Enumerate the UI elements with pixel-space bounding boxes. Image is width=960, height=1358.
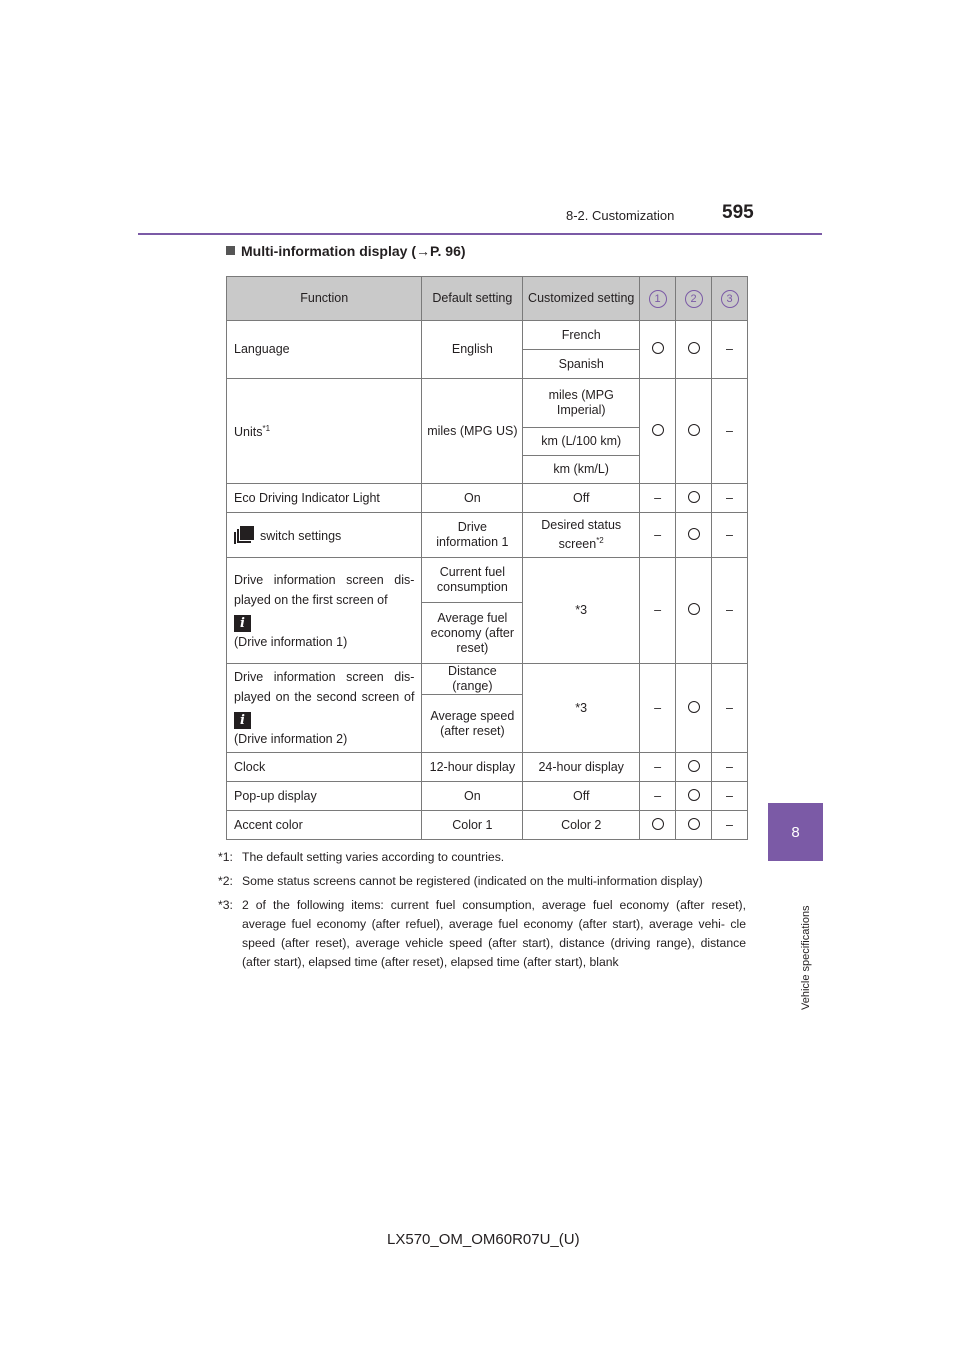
section-title-text: Multi-information display (→P. 96) <box>241 243 466 259</box>
cell-mark-2 <box>676 484 712 513</box>
cell-default: Drive information 1 <box>422 513 523 558</box>
header-function: Function <box>227 277 422 321</box>
footnote <box>218 872 746 891</box>
circled-number-1: 1 <box>649 290 667 308</box>
document-code: LX570_OM_OM60R07U_(U) <box>387 1231 580 1248</box>
info-icon: i <box>234 712 251 729</box>
cell-function: Accent color <box>227 811 422 840</box>
table-row <box>227 558 748 603</box>
cell-option: Spanish <box>523 350 640 379</box>
footnote-mark: *1 <box>262 424 271 434</box>
cell-option: km (L/100 km) <box>523 428 640 456</box>
cell-custom: *3 <box>523 558 640 664</box>
circled-number-3: 3 <box>721 290 739 308</box>
cell-mark-2 <box>676 782 712 811</box>
table-header-row <box>227 277 748 321</box>
cell-mark-3: – <box>712 513 748 558</box>
cell-custom: Off <box>523 484 640 513</box>
cell-mark-1: – <box>640 664 676 753</box>
cell-default: Average fuel economy (after reset) <box>422 603 523 664</box>
cell-default: On <box>422 782 523 811</box>
table-row <box>227 513 748 558</box>
footnote-mark: *2 <box>596 535 604 545</box>
circle-mark-icon <box>688 342 700 354</box>
cell-mark-2 <box>676 513 712 558</box>
display-icon <box>234 526 254 544</box>
circle-mark-icon <box>688 528 700 540</box>
circle-mark-icon <box>688 789 700 801</box>
header-rule <box>138 233 822 235</box>
function-text: switch settings <box>260 529 342 543</box>
circle-mark-icon <box>688 760 700 772</box>
function-subtext: (Drive information 1) <box>234 634 348 649</box>
table-row <box>227 753 748 782</box>
table-row <box>227 811 748 840</box>
cell-default: On <box>422 484 523 513</box>
header-col2 <box>676 277 712 321</box>
cell-mark-2 <box>676 664 712 753</box>
cell-mark-1: – <box>640 753 676 782</box>
cell-function: Pop-up display <box>227 782 422 811</box>
circle-mark-icon <box>688 603 700 615</box>
cell-default: Color 1 <box>422 811 523 840</box>
circle-mark-icon <box>688 491 700 503</box>
cell-default: English <box>422 321 523 379</box>
table-row <box>227 664 748 695</box>
chapter-side-label <box>784 870 812 1010</box>
cell-mark-3: – <box>712 811 748 840</box>
cell-mark-1 <box>640 379 676 484</box>
cell-mark-3: – <box>712 379 748 484</box>
cell-mark-3: – <box>712 753 748 782</box>
chapter-tab <box>768 803 823 861</box>
cell-mark-1: – <box>640 513 676 558</box>
circle-mark-icon <box>688 424 700 436</box>
cell-mark-3: – <box>712 558 748 664</box>
footnote-marker: *1: <box>218 850 233 864</box>
circle-mark-icon <box>652 818 664 830</box>
footnote-text: The default setting varies according to countries. <box>242 850 505 864</box>
section-title <box>226 243 466 259</box>
cell-mark-2 <box>676 558 712 664</box>
cell-mark-2 <box>676 811 712 840</box>
function-text: Drive information screen dis- played on the first screen of <box>234 572 415 607</box>
cell-custom: 24-hour display <box>523 753 640 782</box>
table-row <box>227 484 748 513</box>
circle-mark-icon <box>652 342 664 354</box>
footnote-marker: *3: <box>218 898 233 912</box>
custom-text: Desired status screen <box>541 517 622 552</box>
footnote-text: 2 of the following items: current fuel consumption, average fuel economy (after reset), average fuel economy (after refuel), average fuel economy (after start), average vehi- cle speed (after reset), average vehicle speed (after start), distance (driving range), distance (after start), elapsed time (after reset), elapsed time (after start), blank <box>242 898 746 969</box>
cell-mark-2 <box>676 753 712 782</box>
cell-mark-1: – <box>640 782 676 811</box>
circle-mark-icon <box>688 818 700 830</box>
table-row <box>227 379 748 428</box>
cell-custom <box>523 513 640 558</box>
cell-function: Clock <box>227 753 422 782</box>
circle-mark-icon <box>652 424 664 436</box>
function-subtext: (Drive information 2) <box>234 732 348 746</box>
chapter-heading: 8-2. Customization <box>566 208 675 223</box>
header-default: Default setting <box>422 277 523 321</box>
cell-default: miles (MPG US) <box>422 379 523 484</box>
table-row <box>227 321 748 350</box>
cell-function <box>227 513 422 558</box>
cell-mark-1: – <box>640 484 676 513</box>
info-icon: i <box>234 615 251 632</box>
settings-table <box>226 276 748 840</box>
circled-number-2: 2 <box>685 290 703 308</box>
footnote <box>218 896 746 972</box>
cell-option: miles (MPG Imperial) <box>523 379 640 428</box>
cell-mark-3: – <box>712 664 748 753</box>
cell-mark-3: – <box>712 782 748 811</box>
cell-mark-2 <box>676 379 712 484</box>
table-row <box>227 782 748 811</box>
cell-function <box>227 379 422 484</box>
footnote <box>218 848 746 867</box>
chapter-label-text: Vehicle specifications <box>800 905 812 1010</box>
cell-custom: Color 2 <box>523 811 640 840</box>
cell-default: Current fuel consumption <box>422 558 523 603</box>
cell-default: Average speed (after reset) <box>422 695 523 753</box>
circle-mark-icon <box>688 701 700 713</box>
cell-function: Language <box>227 321 422 379</box>
square-bullet-icon <box>226 246 235 255</box>
header-col3 <box>712 277 748 321</box>
cell-function: Eco Driving Indicator Light <box>227 484 422 513</box>
cell-mark-1 <box>640 321 676 379</box>
cell-function <box>227 664 422 753</box>
footnote-text: Some status screens cannot be registered (indicated on the multi-information display) <box>242 874 703 888</box>
page-number: 595 <box>722 202 754 223</box>
cell-option: French <box>523 321 640 350</box>
header-col1 <box>640 277 676 321</box>
cell-mark-1: – <box>640 558 676 664</box>
header-customized: Customized setting <box>523 277 640 321</box>
footnotes <box>218 848 746 977</box>
cell-mark-3: – <box>712 484 748 513</box>
cell-function <box>227 558 422 664</box>
cell-default: Distance (range) <box>422 664 523 695</box>
cell-mark-1 <box>640 811 676 840</box>
cell-mark-2 <box>676 321 712 379</box>
cell-mark-3: – <box>712 321 748 379</box>
cell-default: 12-hour display <box>422 753 523 782</box>
cell-custom: Off <box>523 782 640 811</box>
footnote-marker: *2: <box>218 874 233 888</box>
chapter-number: 8 <box>791 823 800 841</box>
cell-option: km (km/L) <box>523 456 640 484</box>
cell-custom: *3 <box>523 664 640 753</box>
function-text: Drive information screen dis- played on the second screen of <box>234 670 415 704</box>
function-text: Units <box>234 425 263 440</box>
